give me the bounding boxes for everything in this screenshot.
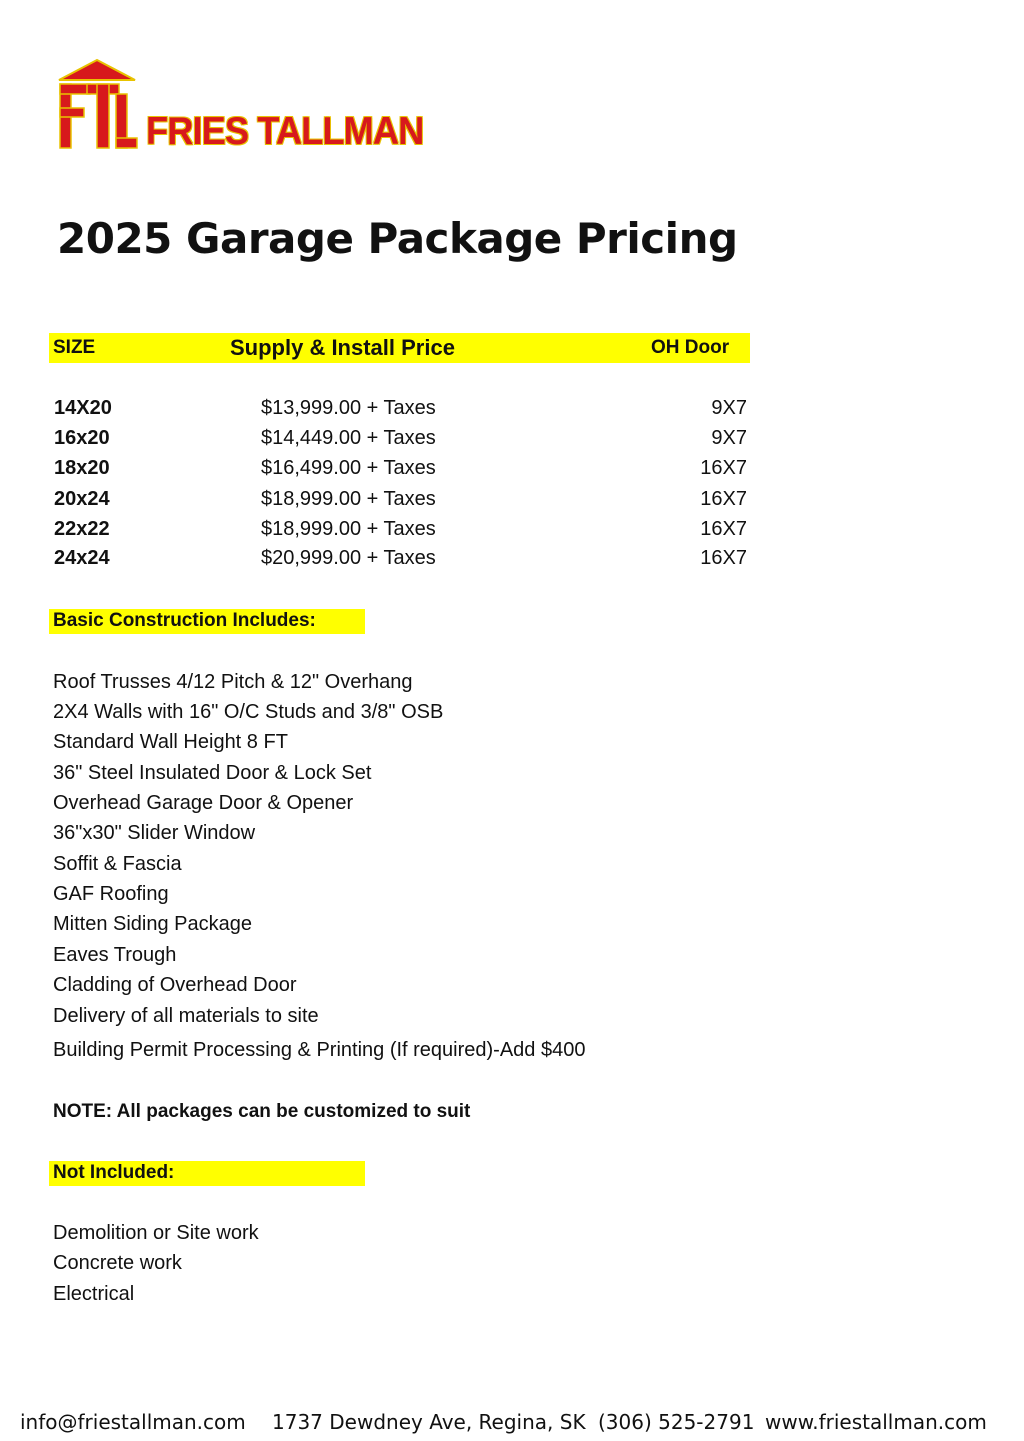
- row-door: 16X7: [700, 518, 747, 540]
- list-item: GAF Roofing: [53, 883, 169, 905]
- row-size: 24x24: [54, 547, 110, 569]
- footer-email[interactable]: info@friestallman.com: [20, 1410, 246, 1434]
- list-item: Cladding of Overhead Door: [53, 974, 297, 996]
- list-item: Roof Trusses 4/12 Pitch & 12" Overhang: [53, 671, 413, 693]
- row-door: 16X7: [700, 488, 747, 510]
- table-row: [54, 427, 750, 455]
- table-row: [54, 518, 750, 546]
- not-included-heading: [49, 1161, 365, 1186]
- list-item: Standard Wall Height 8 FT: [53, 731, 288, 753]
- list-item: 36"x30" Slider Window: [53, 822, 256, 844]
- row-size: 14X20: [54, 397, 112, 419]
- header-price: Supply & Install Price: [230, 335, 455, 360]
- row-size: 20x24: [54, 488, 110, 510]
- row-price: $18,999.00 + Taxes: [261, 518, 436, 540]
- list-item: Demolition or Site work: [53, 1222, 259, 1244]
- list-item: Mitten Siding Package: [53, 913, 253, 935]
- row-price: $18,999.00 + Taxes: [261, 488, 436, 510]
- row-size: 16x20: [54, 427, 110, 449]
- includes-heading-label: Basic Construction Includes:: [53, 610, 316, 631]
- includes-heading: [49, 609, 365, 634]
- footer-address: 1737 Dewdney Ave, Regina, SK: [272, 1410, 586, 1434]
- pricing-table-header: [49, 333, 750, 363]
- row-size: 22x22: [54, 518, 110, 540]
- list-item: Overhead Garage Door & Opener: [53, 792, 354, 814]
- header-size: SIZE: [53, 337, 96, 358]
- row-door: 16X7: [700, 547, 747, 569]
- row-door: 16X7: [700, 457, 747, 479]
- page-title: 2025 Garage Package Pricing: [57, 214, 738, 263]
- list-item: Eaves Trough: [53, 944, 177, 966]
- customization-note: NOTE: All packages can be customized to suit: [53, 1101, 471, 1122]
- list-item: Electrical: [53, 1283, 135, 1305]
- table-row: [54, 457, 750, 485]
- list-item: Delivery of all materials to site: [53, 1005, 319, 1027]
- footer-phone[interactable]: (306) 525-2791: [598, 1410, 755, 1434]
- list-item: Soffit & Fascia: [53, 853, 182, 875]
- row-price: $13,999.00 + Taxes: [261, 397, 436, 419]
- table-row: [54, 547, 750, 575]
- list-item: Building Permit Processing & Printing (If required)-Add $400: [53, 1039, 586, 1061]
- row-price: $20,999.00 + Taxes: [261, 547, 436, 569]
- header-oh-door: OH Door: [651, 337, 730, 358]
- row-door: 9X7: [711, 397, 747, 419]
- table-row: [54, 488, 750, 516]
- list-item: 36" Steel Insulated Door & Lock Set: [53, 762, 372, 784]
- row-door: 9X7: [711, 427, 747, 449]
- logo-wordmark: FRIES TALLMAN: [146, 110, 424, 153]
- not-included-heading-label: Not Included:: [53, 1162, 175, 1183]
- row-price: $14,449.00 + Taxes: [261, 427, 436, 449]
- footer-website[interactable]: www.friestallman.com: [765, 1410, 987, 1434]
- list-item: Concrete work: [53, 1252, 182, 1274]
- table-row: [54, 397, 750, 425]
- list-item: 2X4 Walls with 16" O/C Studs and 3/8" OSB: [53, 701, 444, 723]
- row-size: 18x20: [54, 457, 110, 479]
- row-price: $16,499.00 + Taxes: [261, 457, 436, 479]
